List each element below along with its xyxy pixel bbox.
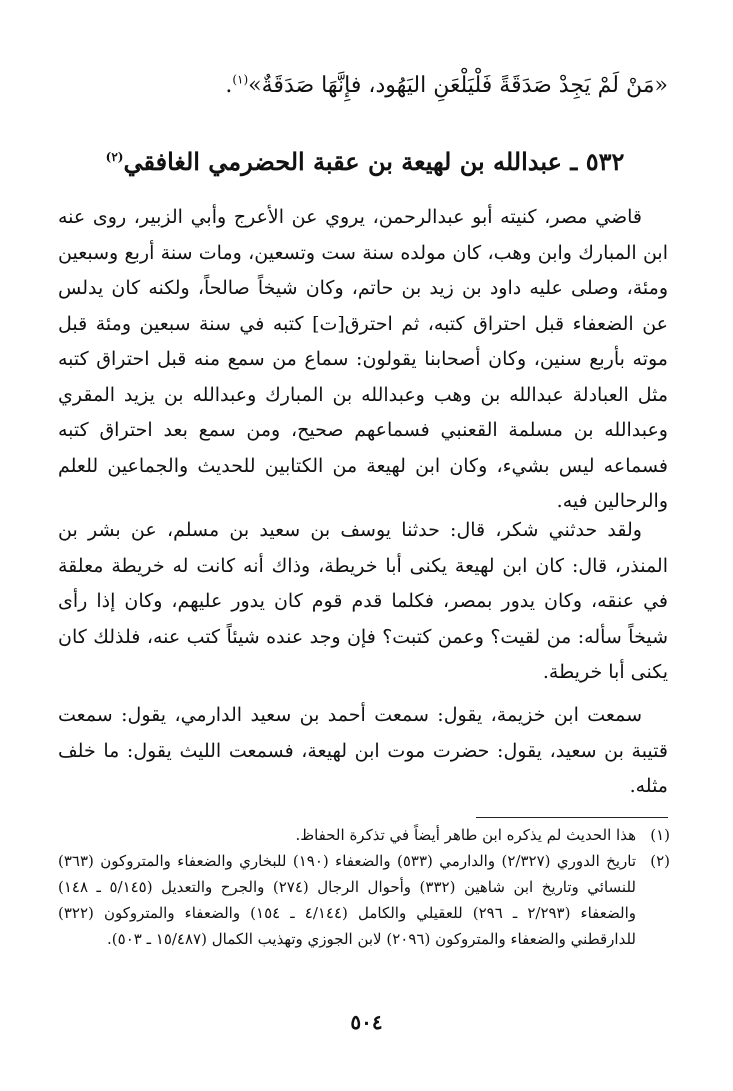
page-number: ٥٠٤ <box>350 1010 383 1034</box>
footnote-text: تاريخ الدوري (٢/٣٢٧) والدارمي (٥٣٣) والضعفاء (١٩٠) للبخاري والضعفاء والمتروكون (٣٦٣) للنسائي وتاريخ ابن شاهين (٣٣٢) وأحوال الرجال (٢٧٤) والجرح والتعديل (٥/١٤٥ ـ ١٤٨) والضعفاء (٢/٢٩٣ ـ ٢٩٦) للعقيلي والكامل (٤/١٤٤ ـ ١٥٤) والضعفاء والمتروكون (٣٢٢) للدارقطني والضعفاء والمتروكون (٢٠٩٦) لابن الجوزي وتهذيب الكمال (١٥/٤٨٧ ـ ٥٠٣). <box>58 852 636 948</box>
paragraph-biography: قاضي مصر، كنيته أبو عبدالرحمن، يروي عن الأعرج وأبي الزبير، روى عنه ابن المبارك وابن وهب، كان مولده سنة ست وتسعين، ومات سنة أربع وسبعين ومئة، وصلى عليه داود بن زيد بن حاتم، وكان شيخاً صالحاً، ولكنه كان يدلس عن الضعفاء قبل احتراق كتبه، ثم احترق[ت] كتبه في سنة سبعين ومئة قبل موته بأربع سنين، وكان أصحابنا يقولون: سماع من سمع منه قبل احتراق كتبه مثل العبادلة عبدالله بن وهب وعبدالله بن المبارك وعبدالله بن يزيد المقري وعبدالله بن مسلمة القعنبي فسماعهم صحيح، ومن سمع بعد احتراق كتبه فسماعه ليس بشيء، وكان ابن لهيعة من الكتابين للحديث والجماعين للعلم والرحالين فيه. <box>58 206 669 512</box>
footnote-number: (١) <box>650 826 670 844</box>
hadith-line <box>58 66 668 106</box>
footnote-ref-2[interactable]: (٢) <box>105 150 124 164</box>
footnote-text: هذا الحديث لم يذكره ابن طاهر أيضاً في تذكرة الحفاظ. <box>295 826 636 844</box>
footnote-ref-1[interactable]: (١) <box>232 72 249 87</box>
entry-title: ٥٣٢ ـ عبدالله بن لهيعة بن عقبة الحضرمي الغافقي <box>123 147 625 176</box>
footnote-item <box>58 822 670 848</box>
footnotes <box>58 822 670 952</box>
paragraph-death: سمعت ابن خزيمة، يقول: سمعت أحمد بن سعيد الدارمي، يقول: سمعت قتيبة بن سعيد، يقول: حضرت موت ابن لهيعة، فسمعت الليث يقول: ما خلف مثله. <box>58 704 668 797</box>
hadith-end: . <box>225 73 233 98</box>
entry-heading <box>60 140 670 184</box>
footnote-item <box>58 848 670 952</box>
hadith-text: «مَنْ لَمْ يَجِدْ صَدَقَةً فَلْيَلْعَنِ اليَهُود، فإِنَّهَا صَدَقَةٌ» <box>248 73 668 98</box>
footnote-number: (٢) <box>650 852 670 870</box>
footnote-divider <box>476 817 668 818</box>
paragraph-kunya: ولقد حدثني شكر، قال: حدثنا يوسف بن سعيد بن مسلم، عن بشر بن المنذر، قال: كان ابن لهيعة يكنى أبا خريطة، وذاك أنه كانت له خريطة معلقة في عنقه، وكان يدور بمصر، فكلما قدم قوم كان يدور عليهم، وكان إذا رأى شيخاً سأله: من لقيت؟ وعمن كتبت؟ فإن وجد عنده شيئاً كتب عنه، فلذلك كان يكنى أبا خريطة. <box>58 519 668 683</box>
